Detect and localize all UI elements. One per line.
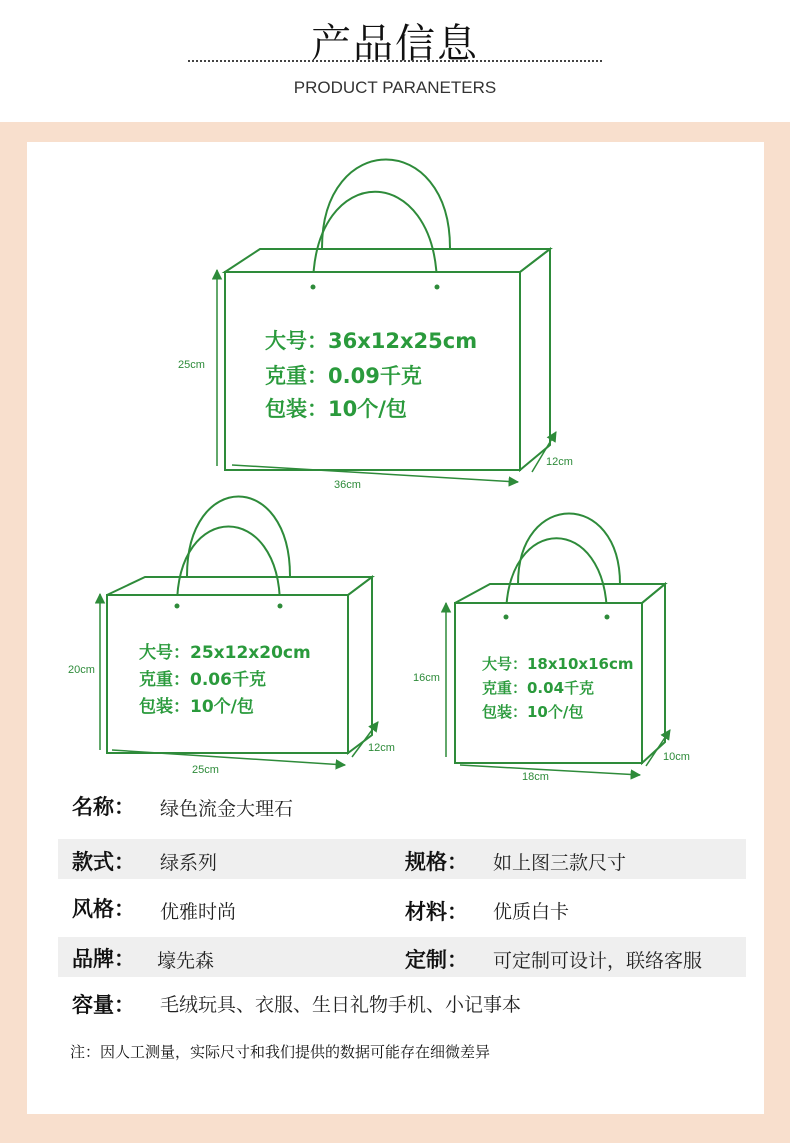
bag-large-rivet-right — [435, 285, 440, 290]
style-value: 绿系列 — [160, 852, 218, 874]
custom-label: 定制： — [405, 948, 468, 972]
capacity-label: 容量： — [72, 993, 135, 1017]
bag-large-top — [225, 249, 550, 272]
page-title: 产品信息 — [311, 21, 479, 67]
bag-small-size: 大号：18x10x16cm — [482, 655, 634, 673]
capacity-value: 毛绒玩具、衣服、生日礼物手机、小记事本 — [160, 994, 522, 1016]
bag-small — [455, 514, 665, 764]
style-label: 款式： — [72, 850, 135, 874]
custom-value: 可定制可设计，联络客服 — [493, 950, 703, 972]
material-value: 优质白卡 — [493, 901, 570, 923]
bag-medium-weight: 克重：0.06千克 — [139, 670, 266, 690]
bag-small-back-handle — [518, 514, 620, 585]
measurement-note: 注：因人工测量，实际尺寸和我们提供的数据可能存在细微差异 — [70, 1043, 491, 1061]
bag-medium-rivet-right — [278, 604, 283, 609]
bag-medium-top — [107, 577, 372, 595]
brand-value: 壕先森 — [157, 950, 215, 972]
page-subtitle: PRODUCT PARANETERS — [293, 78, 497, 97]
spec-value: 如上图三款尺寸 — [493, 852, 627, 874]
bag-large-height-label: 25cm — [178, 359, 205, 371]
bag-medium-height-label: 20cm — [68, 664, 95, 676]
material-label: 材料： — [405, 900, 468, 924]
brand-label: 品牌： — [72, 947, 135, 971]
bag-large — [225, 160, 550, 471]
name-value: 绿色流金大理石 — [160, 798, 294, 820]
bag-medium-size: 大号：25x12x20cm — [139, 643, 311, 663]
bag-large-back-handle — [322, 160, 450, 249]
bag-medium-depth-label: 12cm — [368, 742, 395, 754]
bag-small-side — [642, 584, 665, 763]
bag-large-weight: 克重：0.09千克 — [265, 364, 422, 388]
bag-large-packing: 包装：10个/包 — [265, 397, 407, 421]
bag-small-height-label: 16cm — [413, 672, 440, 684]
bag-small-top — [455, 584, 665, 603]
fashion-label: 风格： — [72, 897, 135, 921]
bag-small-width-arrow — [460, 765, 640, 775]
bag-large-depth-label: 12cm — [546, 456, 573, 468]
bag-medium-width-label: 25cm — [192, 764, 219, 776]
bag-large-width-label: 36cm — [334, 479, 361, 491]
bag-small-rivet-right — [605, 615, 610, 620]
fashion-value: 优雅时尚 — [160, 901, 237, 923]
bag-large-side — [520, 249, 550, 470]
bag-large-rivet-left — [311, 285, 316, 290]
bag-small-width-label: 18cm — [522, 771, 549, 783]
bag-small-packing: 包装：10个/包 — [482, 703, 584, 721]
name-label: 名称： — [72, 795, 135, 819]
bag-medium-packing: 包装：10个/包 — [139, 697, 254, 717]
bag-medium-rivet-left — [175, 604, 180, 609]
bag-small-weight: 克重：0.04千克 — [482, 679, 595, 697]
bag-small-depth-label: 10cm — [663, 751, 690, 763]
spec-label: 规格： — [405, 850, 468, 874]
bag-medium-side — [348, 577, 372, 753]
bag-large-size: 大号：36x12x25cm — [265, 329, 478, 353]
bag-small-rivet-left — [504, 615, 509, 620]
